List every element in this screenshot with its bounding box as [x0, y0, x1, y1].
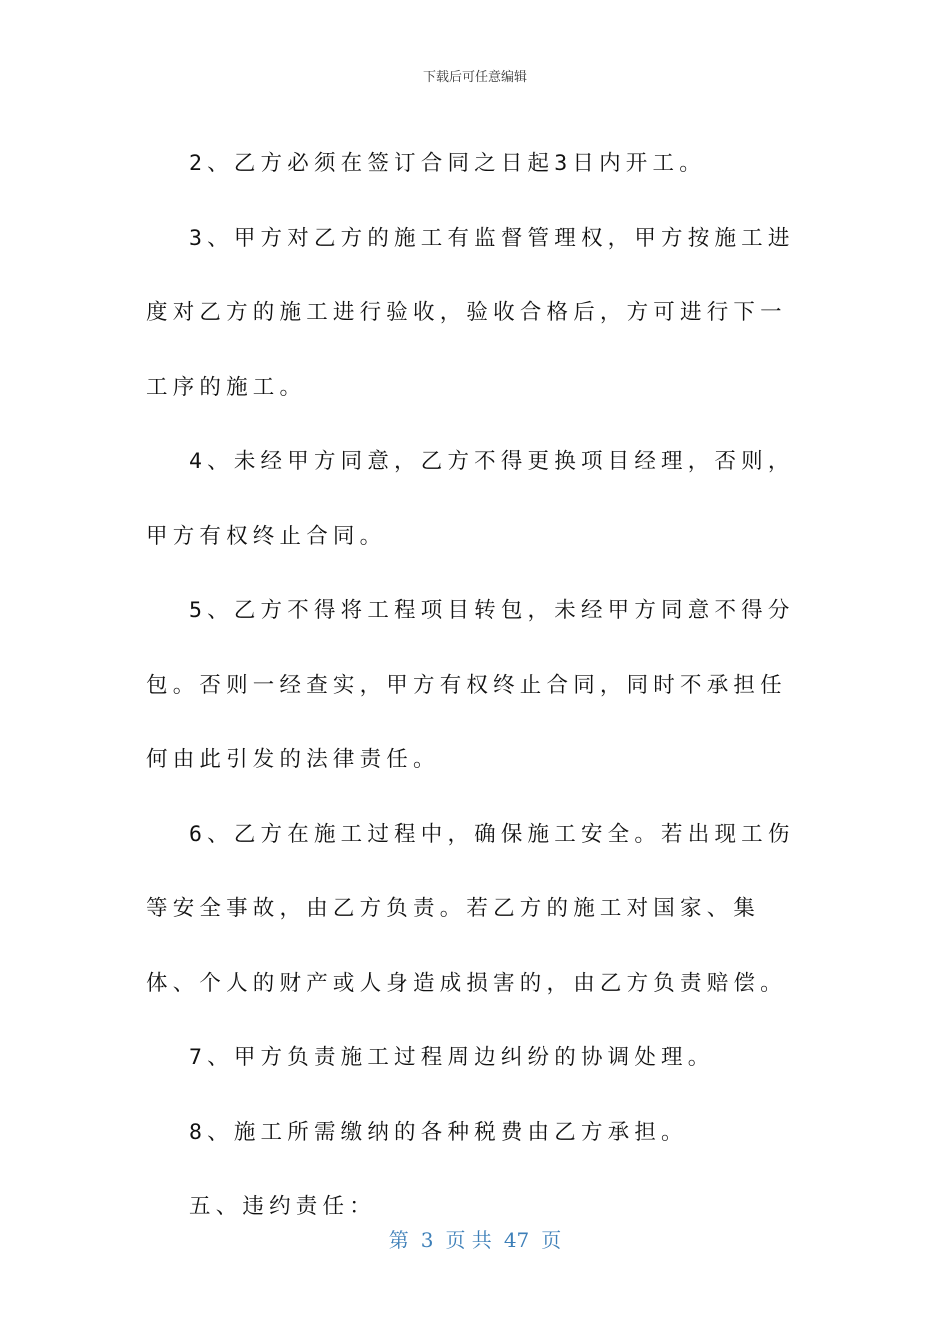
- footer-prefix: 第: [388, 1228, 409, 1252]
- paragraph-clause-8: 8、施工所需缴纳的各种税费由乙方承担。: [189, 1119, 688, 1145]
- footer-middle: 页 共: [445, 1228, 492, 1252]
- paragraph-clause-2: 2、乙方必须在签订合同之日起3日内开工。: [189, 151, 706, 176]
- paragraph-clause-4: 4、未经甲方同意，乙方不得更换项目经理，否则，甲方有权终止合同。: [146, 449, 795, 549]
- page-footer: [0, 1224, 950, 1253]
- footer-total-pages: 47: [503, 1228, 530, 1252]
- section-heading-breach: 五、违约责任：: [189, 1194, 376, 1219]
- paragraph-clause-7: 7、甲方负责施工过程周边纠纷的协调处理。: [189, 1045, 715, 1070]
- document-body: [146, 127, 806, 1245]
- header-note: 下载后可任意编辑: [422, 70, 527, 85]
- paragraph-clause-5: 5、乙方不得将工程项目转包，未经甲方同意不得分包。否则一经查实，甲方有权终止合同，同时不承担任何由此引发的法律责任。: [146, 598, 795, 772]
- footer-suffix: 页: [541, 1228, 562, 1252]
- paragraph-clause-6: 6、乙方在施工过程中，确保施工安全。若出现工伤等安全事故，由乙方负责。若乙方的施工对国家、集体、个人的财产或人身造成损害的，由乙方负责赔偿。: [146, 821, 795, 996]
- paragraph-clause-3: 3、甲方对乙方的施工有监督管理权，甲方按施工进度对乙方的施工进行验收，验收合格后，方可进行下一工序的施工。: [146, 225, 795, 400]
- footer-current-page: 3: [420, 1228, 434, 1252]
